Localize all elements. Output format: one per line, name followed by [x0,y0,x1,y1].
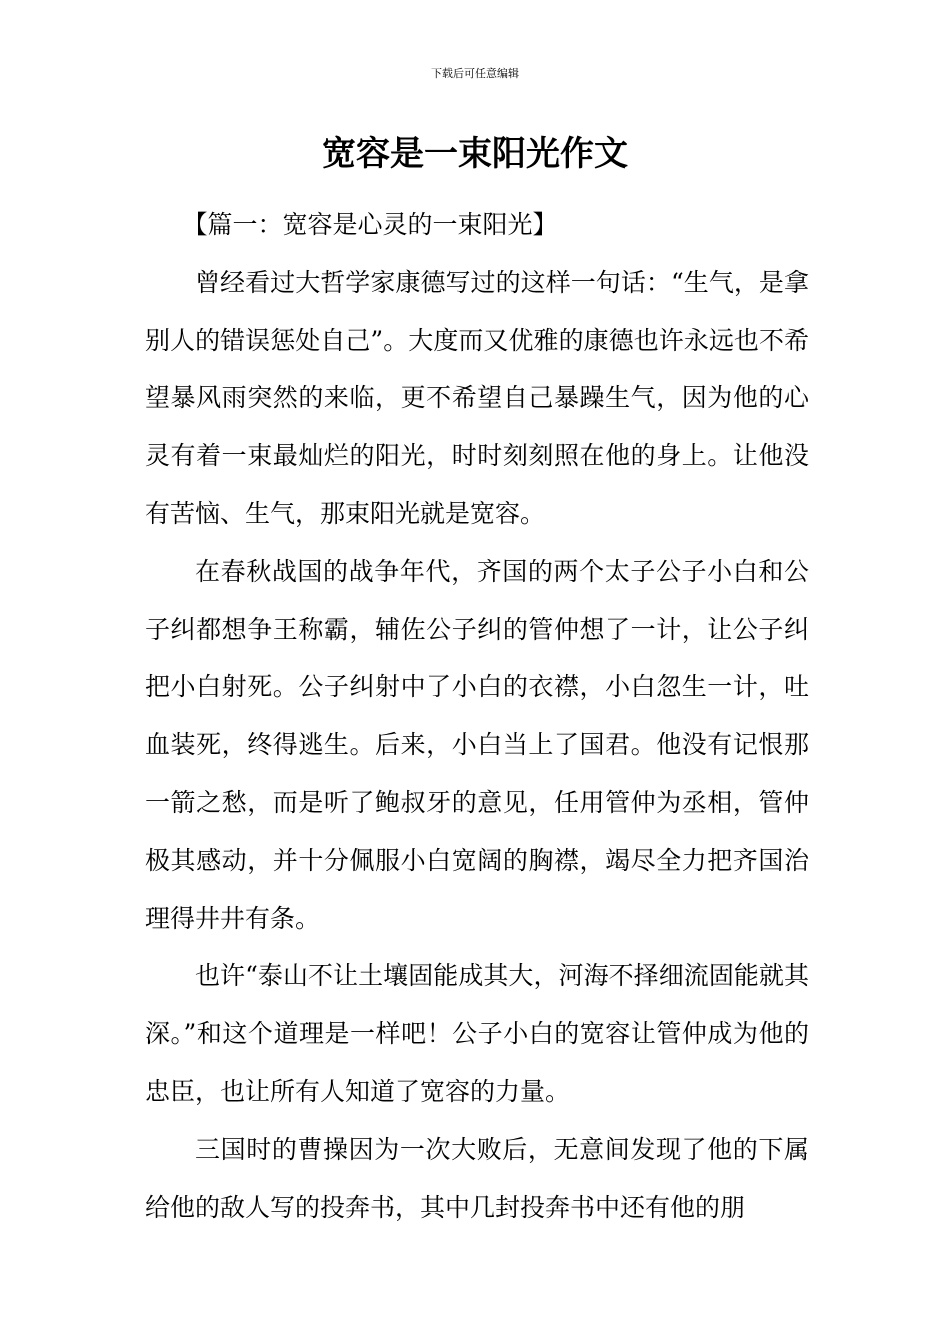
paragraph-2: 在春秋战国的战争年代，齐国的两个太子公子小白和公子纠都想争王称霸，辅佐公子纠的管仲想了一计，让公子纠把小白射死。公子纠射中了小白的衣襟，小白忽生一计，吐血装死，终得逃生。后来，小白当上了国君。他没有记恨那一箭之愁，而是听了鲍叔牙的意见，任用管仲为丞相，管仲极其感动，并十分佩服小白宽阔的胸襟，竭尽全力把齐国治理得井井有条。 [145,556,809,933]
paragraph-1: 曾经看过大哲学家康德写过的这样一句话：“生气，是拿别人的错误惩处自己”。大度而又优雅的康德也许永远也不希望暴风雨突然的来临，更不希望自己暴躁生气，因为他的心灵有着一束最灿烂的阳光，时时刻刻照在他的身上。让他没有苦恼、生气，那束阳光就是宽容。 [145,267,809,528]
section-heading: 【篇一：宽容是心灵的一束阳光】 [182,210,558,239]
page-title: 宽容是一束阳光作文 [322,134,628,174]
header-note: 下载后可任意编辑 [431,67,519,80]
paragraph-3: 也许“泰山不让土壤固能成其大，河海不择细流固能就其深。”和这个道理是一样吧！公子小白的宽容让管仲成为他的忠臣，也让所有人知道了宽容的力量。 [145,961,809,1106]
document-body [145,196,809,1236]
paragraph-4: 三国时的曹操因为一次大败后，无意间发现了他的下属给他的敌人写的投奔书，其中几封投奔书中还有他的朋 [145,1134,809,1222]
